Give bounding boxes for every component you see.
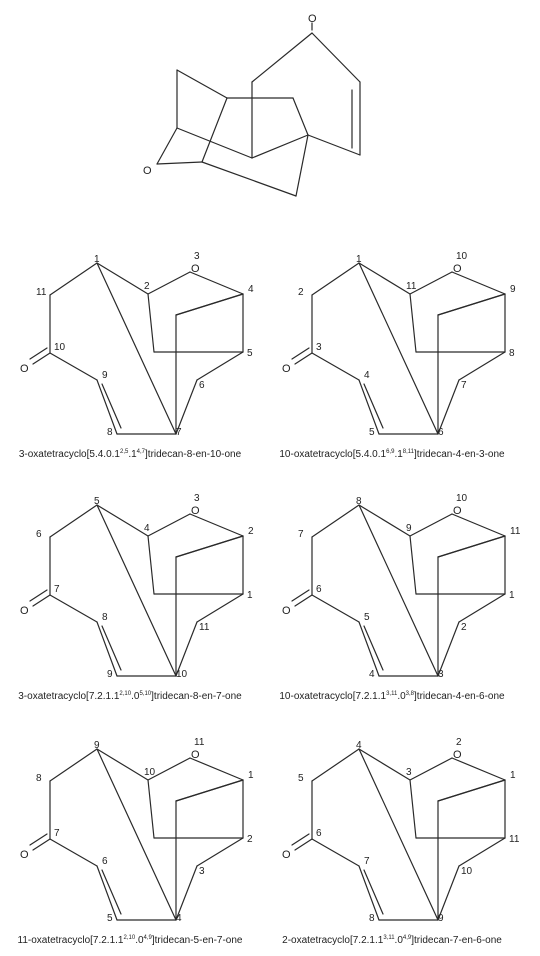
caption-prefix: 2-oxatetracyclo[7.2.1.1 <box>282 935 384 946</box>
bond <box>410 294 416 352</box>
atom-number: 1 <box>509 590 515 601</box>
top-bond <box>293 98 308 135</box>
ring-oxygen: O <box>453 263 462 275</box>
caption-mid: .0 <box>397 691 406 702</box>
top-structure <box>143 13 360 196</box>
bond <box>197 838 243 866</box>
oxygen-number: 11 <box>194 737 205 748</box>
top-bond <box>177 70 227 98</box>
atom-number: 5 <box>94 496 100 507</box>
carbonyl-bond <box>30 348 47 359</box>
bond <box>438 780 505 801</box>
bond <box>312 839 359 866</box>
caption-prefix: 3-oxatetracyclo[7.2.1.1 <box>18 691 120 702</box>
atom-number: 10 <box>54 342 66 353</box>
iupac-name-caption <box>18 691 242 702</box>
bond <box>176 780 243 801</box>
structure-panel <box>279 251 516 460</box>
iupac-name-caption <box>19 449 242 460</box>
caption-mid: .1 <box>128 449 137 460</box>
oxygen-number: 3 <box>194 493 200 504</box>
atom-number: 5 <box>107 913 113 924</box>
bond <box>197 594 243 622</box>
atom-number: 5 <box>298 773 304 784</box>
bond <box>312 353 359 380</box>
atom-number: 8 <box>509 348 515 359</box>
carbonyl-bond <box>30 834 47 845</box>
atom-number: 4 <box>364 370 370 381</box>
atom-number: 11 <box>36 287 47 298</box>
atom-number: 6 <box>438 427 444 438</box>
atom-number: 5 <box>364 612 370 623</box>
oxygen-number: 3 <box>194 251 200 262</box>
bond <box>410 758 452 780</box>
atom-number: 7 <box>176 427 182 438</box>
atom-number: 11 <box>510 526 521 537</box>
bond <box>438 380 459 434</box>
atom-number: 1 <box>248 770 254 781</box>
iupac-name-caption <box>282 935 502 946</box>
carbonyl-bond <box>295 353 312 364</box>
caption-prefix: 10-oxatetracyclo[5.4.0.1 <box>279 449 387 460</box>
top-bond <box>202 98 227 162</box>
top-bond <box>177 128 252 158</box>
structure-panel <box>18 737 254 946</box>
carbonyl-bond <box>33 353 50 364</box>
atom-number: 3 <box>316 342 322 353</box>
caption-superscript: 8,11 <box>402 449 415 455</box>
caption-superscript: 4,9 <box>402 935 412 941</box>
caption-superscript: 2,5 <box>119 449 129 455</box>
bond <box>50 353 97 380</box>
atom-number: 9 <box>102 370 108 381</box>
bond <box>312 749 359 781</box>
caption-superscript: 3,8 <box>405 691 415 697</box>
atom-number: 9 <box>94 740 100 751</box>
bond <box>452 514 505 536</box>
atom-number: 9 <box>438 913 444 924</box>
top-ketone-oxygen: O <box>308 13 317 25</box>
bond <box>359 866 379 920</box>
atom-number: 4 <box>176 913 182 924</box>
caption-superscript: 3,11 <box>386 691 398 697</box>
bond <box>176 380 197 434</box>
bond <box>410 536 416 594</box>
top-bond <box>252 135 308 158</box>
bond <box>176 536 243 557</box>
carbonyl-bond <box>292 348 309 359</box>
structure-panel <box>19 251 254 460</box>
atom-number: 5 <box>247 348 253 359</box>
bond <box>97 622 117 676</box>
atom-number: 2 <box>144 281 150 292</box>
bond <box>438 294 505 315</box>
atom-number: 2 <box>298 287 304 298</box>
bond <box>359 749 438 920</box>
caption-suffix: ]tridecan-8-en-7-one <box>151 691 242 702</box>
atom-number: 7 <box>54 584 60 595</box>
atom-number: 4 <box>248 284 254 295</box>
bond <box>359 622 379 676</box>
atom-number: 10 <box>144 767 156 778</box>
bond <box>438 622 459 676</box>
top-bond <box>312 33 360 82</box>
ring-oxygen: O <box>191 263 200 275</box>
caption-mid: .1 <box>394 449 403 460</box>
carbonyl-bond <box>295 839 312 850</box>
structure-panel <box>279 493 520 702</box>
ring-oxygen: O <box>191 749 200 761</box>
bond <box>359 505 438 676</box>
atom-number: 4 <box>369 669 375 680</box>
caption-prefix: 10-oxatetracyclo[7.2.1.1 <box>279 691 387 702</box>
atom-number: 8 <box>356 496 362 507</box>
caption-superscript: 5,10 <box>139 691 152 697</box>
atom-number: 7 <box>298 529 304 540</box>
atom-number: 1 <box>356 254 362 265</box>
atom-number: 3 <box>199 866 205 877</box>
carbonyl-bond <box>30 590 47 601</box>
ring-oxygen: O <box>191 505 200 517</box>
caption-superscript: 2,10 <box>119 691 132 697</box>
atom-number: 9 <box>510 284 516 295</box>
atom-number: 9 <box>406 523 412 534</box>
carbonyl-oxygen: O <box>20 363 29 375</box>
bond <box>176 294 243 315</box>
ring-oxygen: O <box>453 749 462 761</box>
atom-number: 7 <box>54 828 60 839</box>
caption-superscript: 2,10 <box>123 935 136 941</box>
bond <box>452 272 505 294</box>
oxygen-number: 10 <box>456 251 468 262</box>
atom-number: 8 <box>107 427 113 438</box>
bond <box>148 780 154 838</box>
atom-number: 2 <box>461 622 467 633</box>
bond <box>97 380 117 434</box>
bond <box>438 536 505 557</box>
caption-suffix: ]tridecan-7-en-6-one <box>411 935 502 946</box>
top-bond <box>252 33 312 82</box>
bond <box>197 352 243 380</box>
double-bond <box>364 384 383 428</box>
caption-suffix: ]tridecan-4-en-3-one <box>414 449 505 460</box>
atom-number: 4 <box>356 740 362 751</box>
bond <box>97 749 176 920</box>
ring-oxygen: O <box>453 505 462 517</box>
top-bond <box>296 135 308 196</box>
atom-number: 4 <box>144 523 150 534</box>
atom-number: 3 <box>438 669 444 680</box>
atom-number: 6 <box>36 529 42 540</box>
atom-number: 5 <box>369 427 375 438</box>
atom-number: 8 <box>369 913 375 924</box>
atom-number: 6 <box>316 828 322 839</box>
bond <box>438 866 459 920</box>
bond <box>190 514 243 536</box>
bond <box>97 505 176 676</box>
carbonyl-oxygen: O <box>282 605 291 617</box>
bond <box>452 758 505 780</box>
iupac-name-caption <box>279 449 505 460</box>
structure-panel <box>18 493 254 702</box>
bond <box>50 595 97 622</box>
bond <box>190 758 243 780</box>
bond <box>50 749 97 781</box>
bond <box>459 594 505 622</box>
caption-suffix: ]tridecan-5-en-7-one <box>151 935 243 946</box>
carbonyl-oxygen: O <box>20 605 29 617</box>
atom-number: 9 <box>107 669 113 680</box>
bond <box>190 272 243 294</box>
bond <box>148 514 190 536</box>
atom-number: 7 <box>364 856 370 867</box>
bond <box>359 380 379 434</box>
atom-number: 2 <box>247 834 253 845</box>
bond <box>312 595 359 622</box>
bond <box>176 622 197 676</box>
caption-mid: .0 <box>394 935 403 946</box>
bond <box>50 505 97 537</box>
iupac-name-caption <box>18 935 243 946</box>
atom-number: 6 <box>316 584 322 595</box>
carbonyl-oxygen: O <box>282 363 291 375</box>
atom-number: 11 <box>509 834 520 845</box>
caption-superscript: 4,7 <box>136 449 146 455</box>
double-bond <box>102 870 121 914</box>
caption-suffix: ]tridecan-8-en-10-one <box>145 449 242 460</box>
atom-number: 1 <box>94 254 100 265</box>
atom-number: 11 <box>199 622 210 633</box>
atom-number: 7 <box>461 380 467 391</box>
caption-prefix: 11-oxatetracyclo[7.2.1.1 <box>17 935 124 946</box>
bond <box>359 263 438 434</box>
atom-number: 6 <box>199 380 205 391</box>
carbonyl-bond <box>292 590 309 601</box>
bond <box>148 294 154 352</box>
bond <box>312 263 359 295</box>
caption-mid: .0 <box>135 935 144 946</box>
atom-number: 1 <box>247 590 253 601</box>
bond <box>410 780 416 838</box>
bond <box>459 838 505 866</box>
double-bond <box>102 384 121 428</box>
atom-number: 8 <box>36 773 42 784</box>
atom-number: 3 <box>406 767 412 778</box>
double-bond <box>102 626 121 670</box>
carbonyl-bond <box>292 834 309 845</box>
bond <box>312 505 359 537</box>
top-bond <box>157 162 202 164</box>
carbonyl-oxygen: O <box>20 849 29 861</box>
atom-number: 11 <box>406 281 417 292</box>
structure-panel <box>282 737 520 946</box>
atom-number: 6 <box>102 856 108 867</box>
carbonyl-bond <box>33 839 50 850</box>
top-bond <box>157 128 177 164</box>
bond <box>148 272 190 294</box>
top-bond <box>202 162 296 196</box>
atom-number: 1 <box>510 770 516 781</box>
bond <box>97 263 176 434</box>
bond <box>410 514 452 536</box>
double-bond <box>364 870 383 914</box>
caption-prefix: 3-oxatetracyclo[5.4.0.1 <box>18 449 120 460</box>
bond <box>176 866 197 920</box>
carbonyl-bond <box>295 595 312 606</box>
bond <box>50 263 97 295</box>
caption-suffix: ]tridecan-4-en-6-one <box>414 691 505 702</box>
atom-number: 2 <box>248 526 254 537</box>
caption-superscript: 4,9 <box>143 935 152 941</box>
atom-number: 8 <box>102 612 108 623</box>
oxygen-number: 10 <box>456 493 468 504</box>
double-bond <box>364 626 383 670</box>
bond <box>50 839 97 866</box>
bond <box>97 866 117 920</box>
carbonyl-oxygen: O <box>282 849 291 861</box>
top-ether-oxygen: O <box>143 165 152 177</box>
caption-superscript: 6,9 <box>386 449 395 455</box>
atom-number: 10 <box>461 866 473 877</box>
caption-superscript: 3,11 <box>383 935 395 941</box>
oxygen-number: 2 <box>456 737 462 748</box>
carbonyl-bond <box>33 595 50 606</box>
iupac-name-caption <box>279 691 505 702</box>
caption-mid: .0 <box>131 691 140 702</box>
atom-number: 10 <box>176 669 188 680</box>
bond <box>148 536 154 594</box>
bond <box>459 352 505 380</box>
